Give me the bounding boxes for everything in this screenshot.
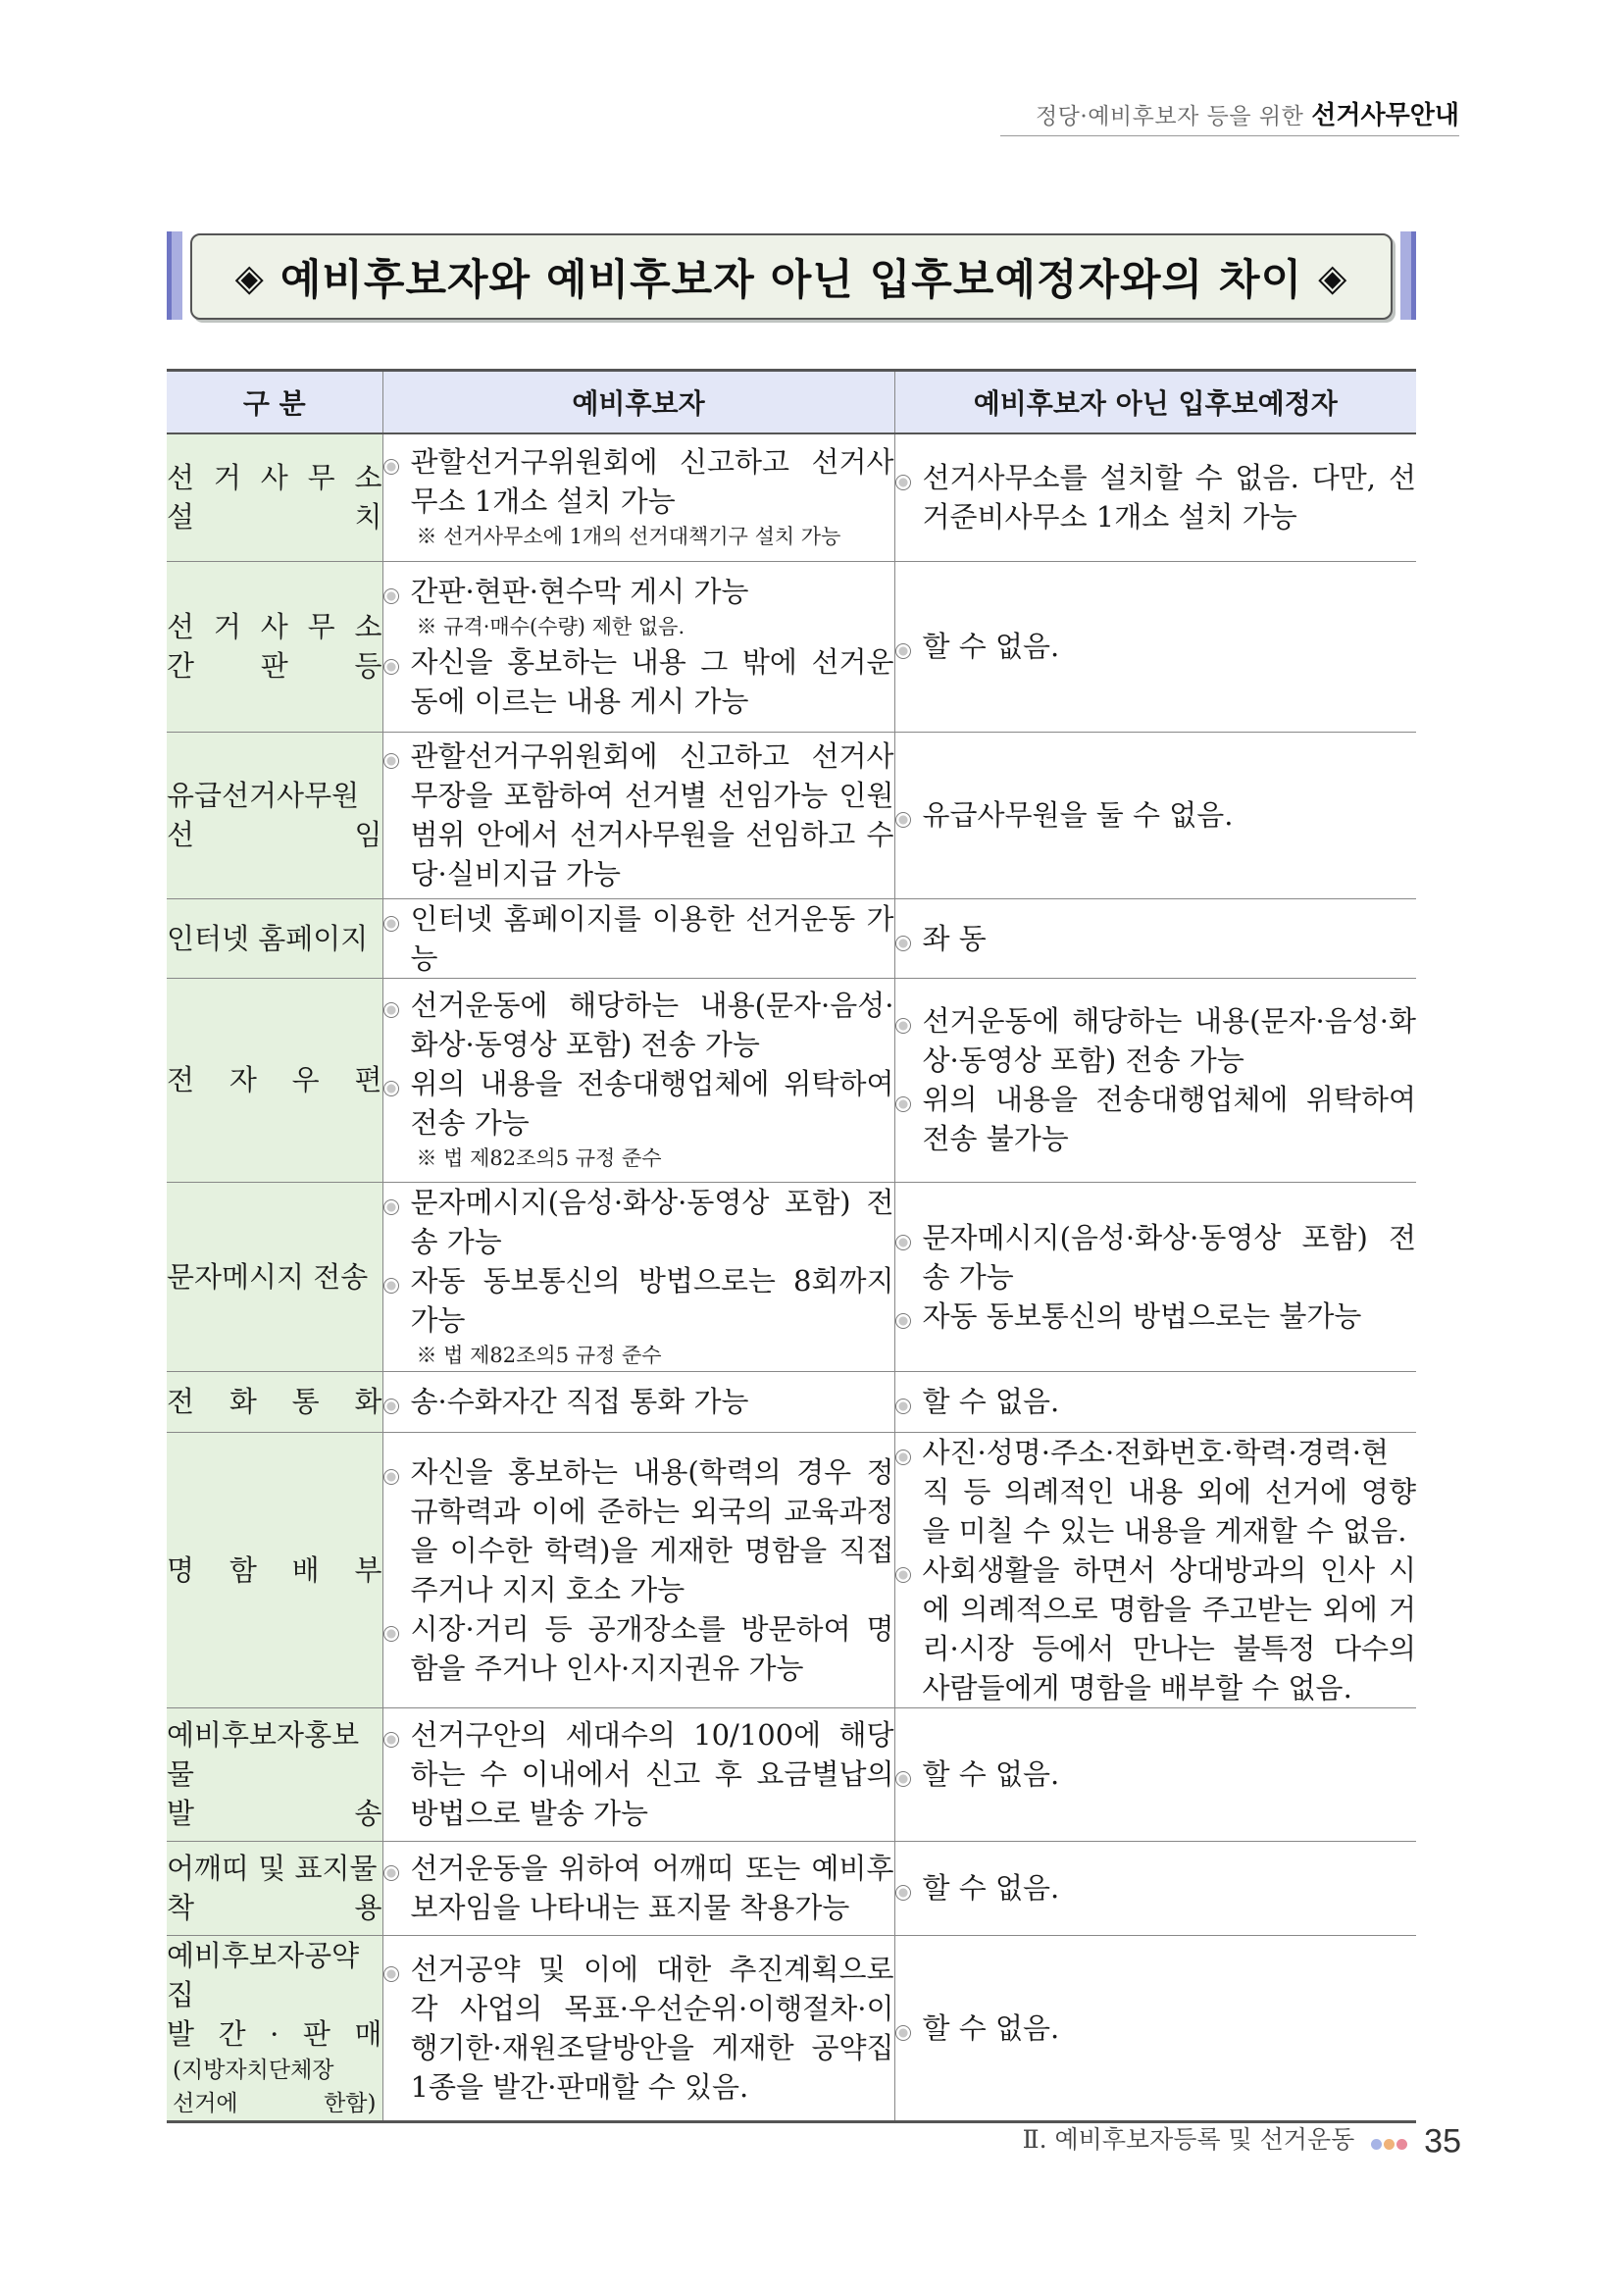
diamond-icon: ◈	[1318, 254, 1348, 299]
non-candidate-cell	[894, 433, 1416, 561]
preliminary-cell	[382, 1182, 894, 1371]
row-category: 예비후보자공약집 발 간 · 판 매 (지방자치단체장 선거에 한함)	[167, 1935, 382, 2121]
non-candidate-cell	[894, 1182, 1416, 1371]
bullet-icon	[383, 1081, 399, 1096]
row-category: 선 거 사 무 소 간 판 등	[167, 561, 382, 732]
list-item: 할 수 없음.	[895, 2009, 1417, 2048]
list-item: 문자메시지(음성·화상·동영상 포함) 전송 가능	[383, 1183, 894, 1261]
list-item: 할 수 없음.	[895, 1382, 1417, 1421]
table-row	[167, 561, 1416, 732]
bullet-icon	[895, 1399, 911, 1414]
bullet-icon	[895, 2025, 911, 2041]
non-candidate-cell	[894, 978, 1416, 1182]
preliminary-cell	[382, 1707, 894, 1841]
non-candidate-cell	[894, 732, 1416, 898]
bullet-icon	[383, 1732, 399, 1748]
list-item: 문자메시지(음성·화상·동영상 포함) 전송 가능	[895, 1218, 1417, 1297]
note: ※ 규격·매수(수량) 제한 없음.	[416, 615, 685, 638]
title-right-bar	[1400, 231, 1416, 320]
preliminary-cell	[382, 1841, 894, 1935]
preliminary-cell	[382, 1935, 894, 2121]
diamond-icon: ◈	[234, 254, 265, 299]
bullet-icon	[895, 1313, 911, 1329]
dot-2	[1384, 2139, 1395, 2150]
bullet-icon	[383, 1399, 399, 1414]
table-row	[167, 732, 1416, 898]
dot-1	[1371, 2139, 1382, 2150]
list-item: 좌 동	[895, 919, 1417, 958]
list-item: 자동 동보통신의 방법으로는 8회까지 가능	[383, 1261, 894, 1340]
table-row	[167, 1935, 1416, 2121]
preliminary-cell	[382, 433, 894, 561]
non-candidate-cell	[894, 898, 1416, 978]
page-number: 35	[1424, 2122, 1461, 2161]
row-category: 문자메시지 전송	[167, 1182, 382, 1371]
table-row	[167, 1707, 1416, 1841]
table-row	[167, 1841, 1416, 1935]
preliminary-cell	[382, 1371, 894, 1432]
table-row	[167, 1371, 1416, 1432]
list-item: 송·수화자간 직접 통화 가능	[383, 1382, 894, 1421]
bullet-icon	[383, 659, 399, 675]
non-candidate-cell	[894, 561, 1416, 732]
page-footer	[981, 2116, 1461, 2163]
list-item: 간판·현판·현수막 게시 가능	[383, 572, 894, 611]
list-item: 할 수 없음.	[895, 627, 1417, 666]
list-item: 사진·성명·주소·전화번호·학력·경력·현직 등 의례적인 내용 외에 선거에 영향을 미칠 수 있는 내용을 게재할 수 없음.	[895, 1433, 1417, 1551]
comparison-table	[167, 369, 1416, 2123]
row-category: 전 화 통 화	[167, 1371, 382, 1432]
list-item: 유급사무원을 둘 수 없음.	[895, 795, 1417, 835]
row-category: 유급선거사무원 선 임	[167, 732, 382, 898]
bullet-icon	[383, 1865, 399, 1881]
bullet-icon	[895, 1450, 911, 1465]
header-subtitle: 정당·예비후보자 등을 위한	[1035, 104, 1304, 129]
header-title: 선거사무안내	[1311, 101, 1459, 130]
list-item: 할 수 없음.	[895, 1868, 1417, 1908]
preliminary-cell	[382, 978, 894, 1182]
list-item: 위의 내용을 전송대행업체에 위탁하여 전송 불가능	[895, 1080, 1417, 1158]
footer-dots-icon	[1370, 2118, 1408, 2165]
list-item: 선거운동을 위하여 어깨띠 또는 예비후보자임을 나타내는 표지물 착용가능	[383, 1849, 894, 1927]
non-candidate-cell	[894, 1371, 1416, 1432]
list-item: 자신을 홍보하는 내용 그 밖에 선거운동에 이르는 내용 게시 가능	[383, 642, 894, 721]
list-item: 선거운동에 해당하는 내용(문자·음성·화상·동영상 포함) 전송 가능	[895, 1001, 1417, 1080]
header-preliminary-candidate: 예비후보자	[382, 371, 894, 434]
table-row	[167, 1432, 1416, 1707]
list-item: 선거구안의 세대수의 10/100에 해당하는 수 이내에서 신고 후 요금별납의 방법으로 발송 가능	[383, 1715, 894, 1833]
bullet-icon	[383, 753, 399, 769]
bullet-icon	[895, 643, 911, 659]
list-item: 사회생활을 하면서 상대방과의 인사 시에 의례적으로 명함을 주고받는 외에 거리·시장 등에서 만나는 불특정 다수의 사람들에게 명함을 배부할 수 없음.	[895, 1551, 1417, 1707]
list-item: 선거운동에 해당하는 내용(문자·음성·화상·동영상 포함) 전송 가능	[383, 986, 894, 1064]
list-item: 인터넷 홈페이지를 이용한 선거운동 가능	[383, 899, 894, 978]
row-category: 어깨띠 및 표지물 착 용	[167, 1841, 382, 1935]
bullet-icon	[383, 1966, 399, 1982]
section-title: 예비후보자와 예비후보자 아닌 입후보예정자와의 차이	[279, 255, 1303, 305]
note: ※ 선거사무소에 1개의 선거대책기구 설치 가능	[416, 525, 841, 549]
table-row	[167, 978, 1416, 1182]
list-item: 관할선거구위원회에 신고하고 선거사무장을 포함하여 선거별 선임가능 인원 범위 안에서 선거사무원을 선임하고 수당·실비지급 가능	[383, 737, 894, 893]
dot-3	[1396, 2139, 1407, 2150]
row-category: 예비후보자홍보물 발 송	[167, 1707, 382, 1841]
bullet-icon	[383, 1626, 399, 1642]
list-item: 선거사무소를 설치할 수 없음. 다만, 선거준비사무소 1개소 설치 가능	[895, 458, 1417, 536]
footer-section-title: Ⅱ. 예비후보자등록 및 선거운동	[1022, 2125, 1355, 2154]
running-header	[1000, 96, 1459, 136]
non-candidate-cell	[894, 1707, 1416, 1841]
table-row	[167, 1182, 1416, 1371]
bullet-icon	[895, 1771, 911, 1787]
table-row	[167, 898, 1416, 978]
title-left-bar	[167, 231, 182, 320]
non-candidate-cell	[894, 1935, 1416, 2121]
section-title-box	[190, 233, 1393, 320]
preliminary-cell	[382, 898, 894, 978]
bullet-icon	[895, 1235, 911, 1250]
preliminary-cell	[382, 732, 894, 898]
bullet-icon	[383, 1002, 399, 1018]
bullet-icon	[895, 1018, 911, 1034]
row-category: 전 자 우 편	[167, 978, 382, 1182]
row-category: 명 함 배 부	[167, 1432, 382, 1707]
bullet-icon	[383, 1469, 399, 1485]
row-category: 선 거 사 무 소 설 치	[167, 433, 382, 561]
table-row	[167, 433, 1416, 561]
list-item: 할 수 없음.	[895, 1755, 1417, 1794]
bullet-icon	[383, 1199, 399, 1215]
list-item: 선거공약 및 이에 대한 추진계획으로 각 사업의 목표·우선순위·이행절차·이행기한·재원조달방안을 게재한 공약집 1종을 발간·판매할 수 있음.	[383, 1950, 894, 2107]
bullet-icon	[383, 1278, 399, 1294]
header-non-candidate: 예비후보자 아닌 입후보예정자	[894, 371, 1416, 434]
bullet-icon	[895, 475, 911, 490]
list-item: 자동 동보통신의 방법으로는 불가능	[895, 1297, 1417, 1336]
list-item: 자신을 홍보하는 내용(학력의 경우 정규학력과 이에 준하는 외국의 교육과정을 이수한 학력)을 게재한 명함을 직접 주거나 지지 호소 가능	[383, 1452, 894, 1609]
table-header-row	[167, 371, 1416, 434]
header-category: 구 분	[167, 371, 382, 434]
bullet-icon	[895, 1096, 911, 1112]
section-title-banner	[167, 231, 1416, 320]
bullet-icon	[383, 916, 399, 932]
list-item: 위의 내용을 전송대행업체에 위탁하여 전송 가능	[383, 1064, 894, 1143]
list-item: 시장·거리 등 공개장소를 방문하여 명함을 주거나 인사·지지권유 가능	[383, 1609, 894, 1688]
list-item: 관할선거구위원회에 신고하고 선거사무소 1개소 설치 가능	[383, 442, 894, 521]
note: ※ 법 제82조의5 규정 준수	[416, 1343, 662, 1367]
bullet-icon	[383, 588, 399, 604]
non-candidate-cell	[894, 1432, 1416, 1707]
preliminary-cell	[382, 1432, 894, 1707]
bullet-icon	[895, 1885, 911, 1901]
bullet-icon	[895, 1567, 911, 1583]
row-category: 인터넷 홈페이지	[167, 898, 382, 978]
preliminary-cell	[382, 561, 894, 732]
non-candidate-cell	[894, 1841, 1416, 1935]
bullet-icon	[895, 812, 911, 828]
bullet-icon	[383, 459, 399, 475]
bullet-icon	[895, 936, 911, 951]
note: ※ 법 제82조의5 규정 준수	[416, 1146, 662, 1170]
